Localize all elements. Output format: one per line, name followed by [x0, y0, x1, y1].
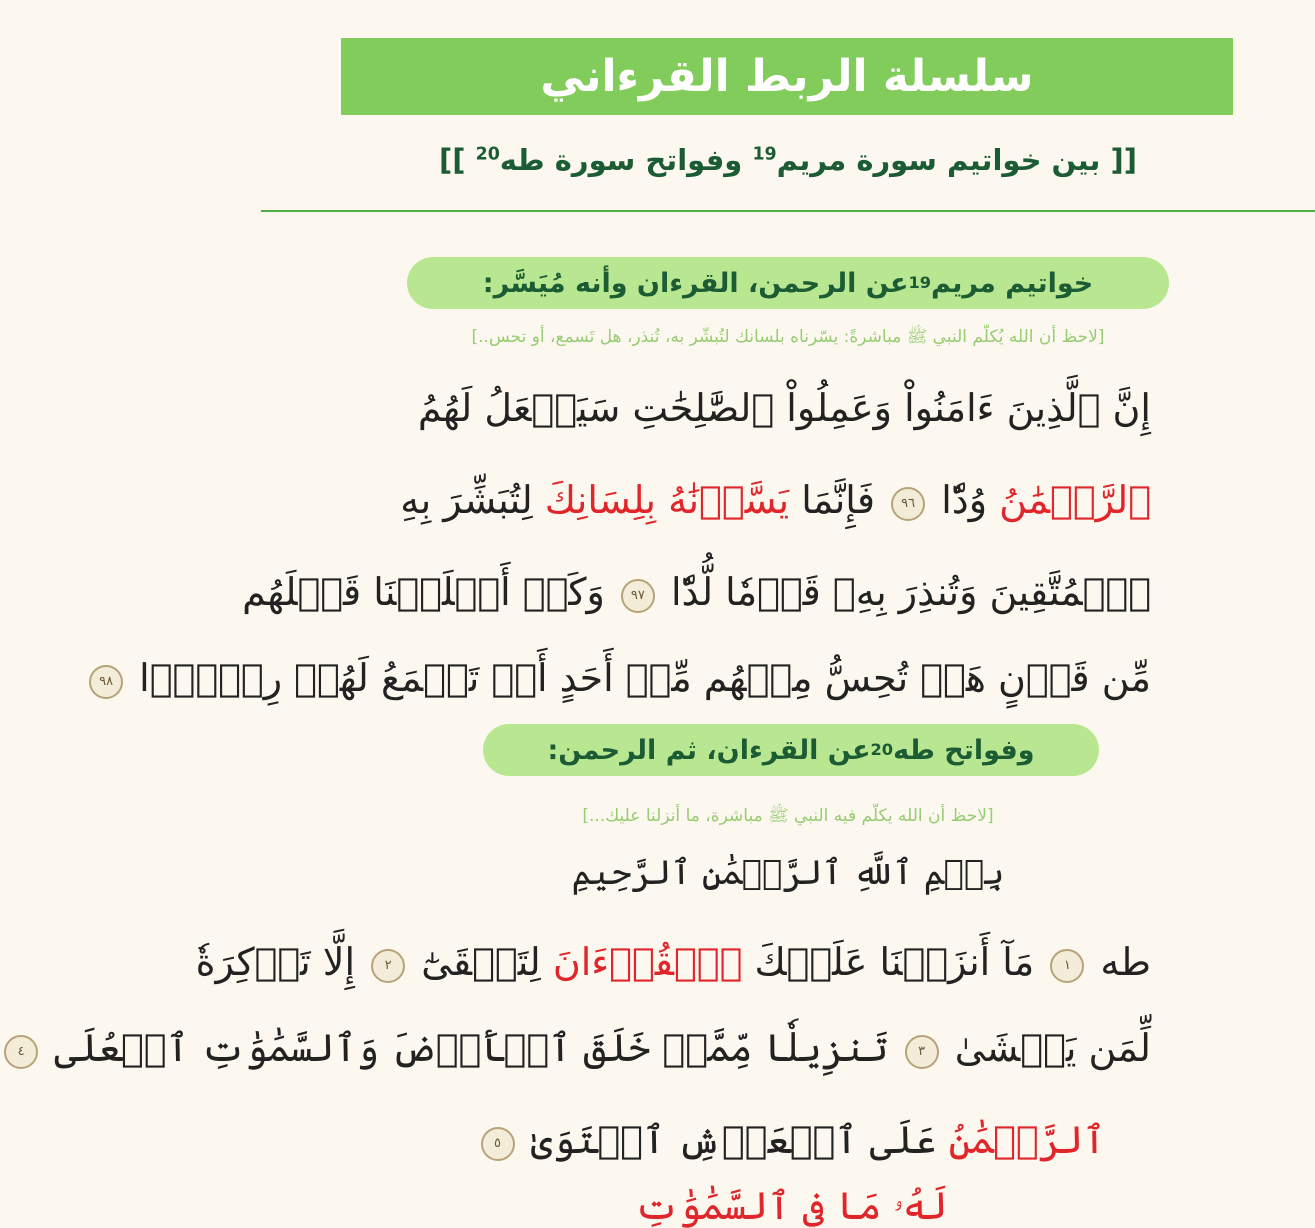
- section2-heading: وفواتح طه 20 عن القرءان، ثم الرحمن:: [483, 724, 1099, 776]
- ayah-number-marker: ٢: [371, 949, 405, 983]
- verse-line: [431, 1110, 1151, 1170]
- section1-heading: خواتيم مريم 19 عن الرحمن، القرءان وأنه مُيَسَّر:: [407, 257, 1169, 309]
- subtitle-sup-1: 19: [752, 144, 777, 165]
- highlighted-word: ٱلرَّحۡمَٰنُ: [948, 1118, 1106, 1162]
- highlighted-word: ٱلرَّحۡمَٰنُ: [999, 478, 1151, 522]
- subtitle-sup-2: 20: [475, 144, 500, 165]
- verse-text: مِّن قَرۡنٍ هَلۡ تُحِسُّ مِنۡهُم مِّنۡ أَحَدٍ أَوۡ تَسۡمَعُ لَهُمۡ رِكۡزَۢا: [127, 656, 1151, 700]
- verse-text: تَنزِيلٗا مِّمَّنۡ خَلَقَ ٱلۡأَرۡضَ وَٱلسَّمَٰوَٰتِ ٱلۡعُلَى: [42, 1026, 901, 1070]
- highlighted-word: ٱلۡقُرۡءَانَ: [552, 940, 743, 984]
- partial-verse-line: [581, 1184, 1001, 1228]
- verse-line: [195, 932, 1151, 992]
- ayah-number-marker: ٣: [905, 1035, 939, 1069]
- section2-heading-b: عن القرءان، ثم الرحمن:: [547, 734, 871, 766]
- verse-text: فَإِنَّمَا: [789, 478, 888, 522]
- verse-line: [417, 378, 1151, 438]
- verse-line: [17, 1018, 1151, 1078]
- verse-text: إِنَّ ٱلَّذِينَ ءَامَنُواْ وَعَمِلُواْ ٱلصَّٰلِحَٰتِ سَيَجۡعَلُ لَهُمُ: [417, 386, 1151, 430]
- subtitle-mid: وفواتح سورة طه: [499, 143, 753, 177]
- section2-heading-a: وفواتح طه: [893, 734, 1035, 766]
- subtitle-close: ]]: [438, 143, 476, 177]
- ayah-number-marker: ١: [1050, 949, 1084, 983]
- verse-text: لِتُبَشِّرَ بِهِ: [400, 478, 545, 522]
- ayah-number-marker: ٩٨: [89, 665, 123, 699]
- ayah-number-marker: ٩٦: [891, 487, 925, 521]
- subtitle: [261, 136, 1315, 184]
- verse-text: إِلَّا تَذۡكِرَةٗ: [195, 940, 368, 984]
- title-banner: [341, 38, 1233, 115]
- ayah-number-marker: ٥: [481, 1127, 515, 1161]
- ayah-number-marker: ٩٧: [621, 579, 655, 613]
- partial-verse-text: [581, 1186, 1001, 1226]
- section1-heading-a: خواتيم مريم: [931, 267, 1094, 299]
- verse-text: طه: [1088, 940, 1151, 984]
- verse-line: [99, 648, 1151, 708]
- verse-text: مَآ أَنزَلۡنَا عَلَيۡكَ: [742, 940, 1047, 984]
- verse-text: ٱلۡمُتَّقِينَ وَتُنذِرَ بِهِۦ قَوۡمٗا لُّدّٗا: [658, 570, 1151, 614]
- verse-text: وُدّٗا: [929, 478, 1000, 522]
- highlighted-word: يَسَّرۡنَٰهُ بِلِسَانِكَ: [544, 478, 790, 522]
- ayah-number-marker: ٤: [4, 1035, 38, 1069]
- page-title: سلسلة الربط القرءاني: [540, 50, 1034, 102]
- bismillah: بِسۡمِ ٱللَّهِ ٱلرَّحۡمَٰنِ ٱلرَّحِيمِ: [571, 853, 1005, 893]
- verse-text: لِّمَن يَخۡشَىٰ: [942, 1026, 1151, 1070]
- verse-text: وَكَمۡ أَهۡلَكۡنَا قَبۡلَهُم: [242, 570, 617, 614]
- section1-note: [لاحظ أن الله يُكلّم النبي ﷺ مباشرةً: يسّرناه بلسانك لتُبشّر به، تُنذر، هل تَسمع، أو تحس..]: [471, 327, 1105, 347]
- highlighted-word: لَهُۥ مَا فِي ٱلسَّمَٰوَٰتِ: [634, 1184, 948, 1228]
- verse-line: [400, 470, 1151, 530]
- section2-note: [لاحظ أن الله يكلّم فيه النبي ﷺ مباشرة، ما أنزلنا عليك...]: [582, 806, 994, 826]
- verse-text: لِتَشۡقَىٰٓ: [409, 940, 553, 984]
- section1-heading-b: عن الرحمن، القرءان وأنه مُيَسَّر:: [482, 267, 909, 299]
- verse-line: [242, 562, 1151, 622]
- verse-text: عَلَى ٱلۡعَرۡشِ ٱسۡتَوَىٰ: [518, 1118, 949, 1162]
- subtitle-open: [[ بين خواتيم سورة مريم: [776, 143, 1137, 177]
- section-divider: [261, 210, 1315, 212]
